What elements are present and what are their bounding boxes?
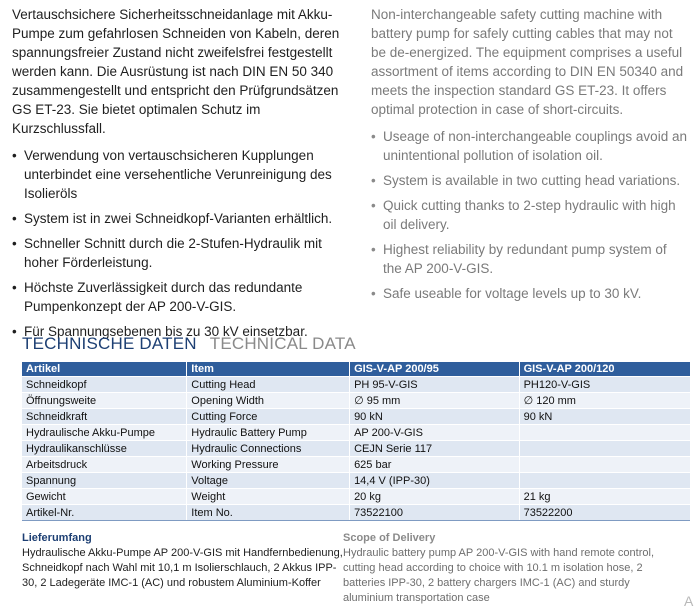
table-cell: Item No.: [187, 505, 350, 521]
table-cell: PH 95-V-GIS: [350, 377, 520, 393]
tech-heading-english: TECHNICAL DATA: [209, 334, 356, 353]
table-cell: 14,4 V (IPP-30): [350, 473, 520, 489]
table-row: [22, 505, 690, 521]
english-feature-item: • System is available in two cutting head variations.: [371, 171, 689, 190]
german-feature-item: • System ist in zwei Schneidkopf-Varianten erhältlich.: [12, 209, 352, 228]
corner-mark: A: [684, 593, 694, 609]
german-feature-item: • Höchste Zuverlässigkeit durch das redundante Pumpenkonzept der AP 200-V-GIS.: [12, 278, 352, 316]
scope-title-german: Lieferumfang: [22, 532, 92, 544]
table-row: [22, 393, 690, 409]
table-cell: Arbeitsdruck: [22, 457, 187, 473]
english-feature-list: [371, 127, 689, 303]
table-row: [22, 489, 690, 505]
table-cell: [519, 425, 690, 441]
table-cell: Hydraulic Battery Pump: [187, 425, 350, 441]
scope-title-english: Scope of Delivery: [343, 532, 436, 544]
table-cell: PH120-V-GIS: [519, 377, 690, 393]
table-cell: Gewicht: [22, 489, 187, 505]
column-header-model-95: GIS-V-AP 200/95: [350, 362, 520, 377]
table-cell: 21 kg: [519, 489, 690, 505]
table-cell: Voltage: [187, 473, 350, 489]
scope-of-delivery-english: [343, 531, 673, 606]
english-intro: Non-interchangeable safety cutting machine with battery pump for safely cutting cables that may not be de-energized. The equipment comprises a useful assortment of items according to DIN EN 50340 and meets the inspection standard GS ET-23. It offers optimal protection in case of short-circuits.: [371, 7, 684, 117]
english-feature-item: • Safe useable for voltage levels up to 30 kV.: [371, 284, 689, 303]
table-row: [22, 377, 690, 393]
table-cell: 90 kN: [519, 409, 690, 425]
german-feature-item: • Verwendung von vertauschsicheren Kupplungen unterbindet eine versehentliche Verunreinigung des Isolieröls: [12, 146, 352, 203]
table-cell: [519, 473, 690, 489]
english-feature-item: • Quick cutting thanks to 2-step hydraulic with high oil delivery.: [371, 196, 689, 234]
table-cell: Öffnungsweite: [22, 393, 187, 409]
scope-text-german: Hydraulische Akku-Pumpe AP 200-V-GIS mit Handfernbedienung, Schneidkopf nach Wahl mit 10,1 m Isolierschlauch, 2 Akkus IPP-30, 2 Ladegeräte IMC-1 (AC) und robustem Aluminium-Koffer: [22, 547, 343, 589]
table-cell: Cutting Head: [187, 377, 350, 393]
table-header-row: [22, 362, 690, 377]
scope-of-delivery-german: [22, 531, 344, 591]
table-cell: Hydraulische Akku-Pumpe: [22, 425, 187, 441]
table-cell: ∅ 120 mm: [519, 393, 690, 409]
english-feature-item: • Useage of non-interchangeable couplings avoid an unintentional pollution of isolation oil.: [371, 127, 689, 165]
technical-data-heading: [22, 334, 356, 354]
column-header-item: Item: [187, 362, 350, 377]
table-cell: CEJN Serie 117: [350, 441, 520, 457]
table-cell: 73522200: [519, 505, 690, 521]
table-cell: Opening Width: [187, 393, 350, 409]
table-cell: Schneidkopf: [22, 377, 187, 393]
english-feature-item: • Highest reliability by redundant pump system of the AP 200-V-GIS.: [371, 240, 689, 278]
table-cell: Hydraulikanschlüsse: [22, 441, 187, 457]
table-cell: Cutting Force: [187, 409, 350, 425]
table-cell: Hydraulic Connections: [187, 441, 350, 457]
scope-text-english: Hydraulic battery pump AP 200-V-GIS with hand remote control, cutting head according to choice with 10.1 m isolation hose, 2 batteries IPP-30, 2 battery chargers IMC-1 (AC) and sturdy aluminium transportation case: [343, 547, 655, 604]
table-row: [22, 425, 690, 441]
german-description: [12, 5, 352, 347]
table-cell: Schneidkraft: [22, 409, 187, 425]
table-cell: 625 bar: [350, 457, 520, 473]
german-intro: Vertauschsichere Sicherheitsschneidanlage mit Akku-Pumpe zum gefahrlosen Schneiden von Kabeln, deren spannungsfreier Zustand nicht zweifelsfrei festgestellt werden kann. Die Ausrüstung ist nach DIN EN 50 340 zusammengestellt und entspricht den Prüfgrundsätzen GS ET-23. Sie bietet optimalen Schutz im Kurzschlussfall.: [12, 7, 340, 136]
german-feature-list: [12, 146, 352, 341]
english-description: [371, 5, 689, 309]
table-row: [22, 457, 690, 473]
table-cell: [519, 457, 690, 473]
table-cell: Working Pressure: [187, 457, 350, 473]
table-cell: AP 200-V-GIS: [350, 425, 520, 441]
column-header-model-120: GIS-V-AP 200/120: [519, 362, 690, 377]
table-row: [22, 473, 690, 489]
technical-data-table: [22, 362, 690, 521]
table-cell: 73522100: [350, 505, 520, 521]
german-feature-item: • Schneller Schnitt durch die 2-Stufen-Hydraulik mit hoher Förderleistung.: [12, 234, 352, 272]
table-cell: ∅ 95 mm: [350, 393, 520, 409]
table-cell: Weight: [187, 489, 350, 505]
table-cell: Artikel-Nr.: [22, 505, 187, 521]
tech-heading-german: TECHNISCHE DATEN: [22, 334, 197, 353]
table-row: [22, 409, 690, 425]
table-cell: [519, 441, 690, 457]
table-cell: Spannung: [22, 473, 187, 489]
table-cell: 90 kN: [350, 409, 520, 425]
column-header-artikel: Artikel: [22, 362, 187, 377]
table-cell: 20 kg: [350, 489, 520, 505]
german-feature-item: • Für Spannungsebenen bis zu 30 kV einsetzbar.: [12, 322, 352, 341]
table-row: [22, 441, 690, 457]
